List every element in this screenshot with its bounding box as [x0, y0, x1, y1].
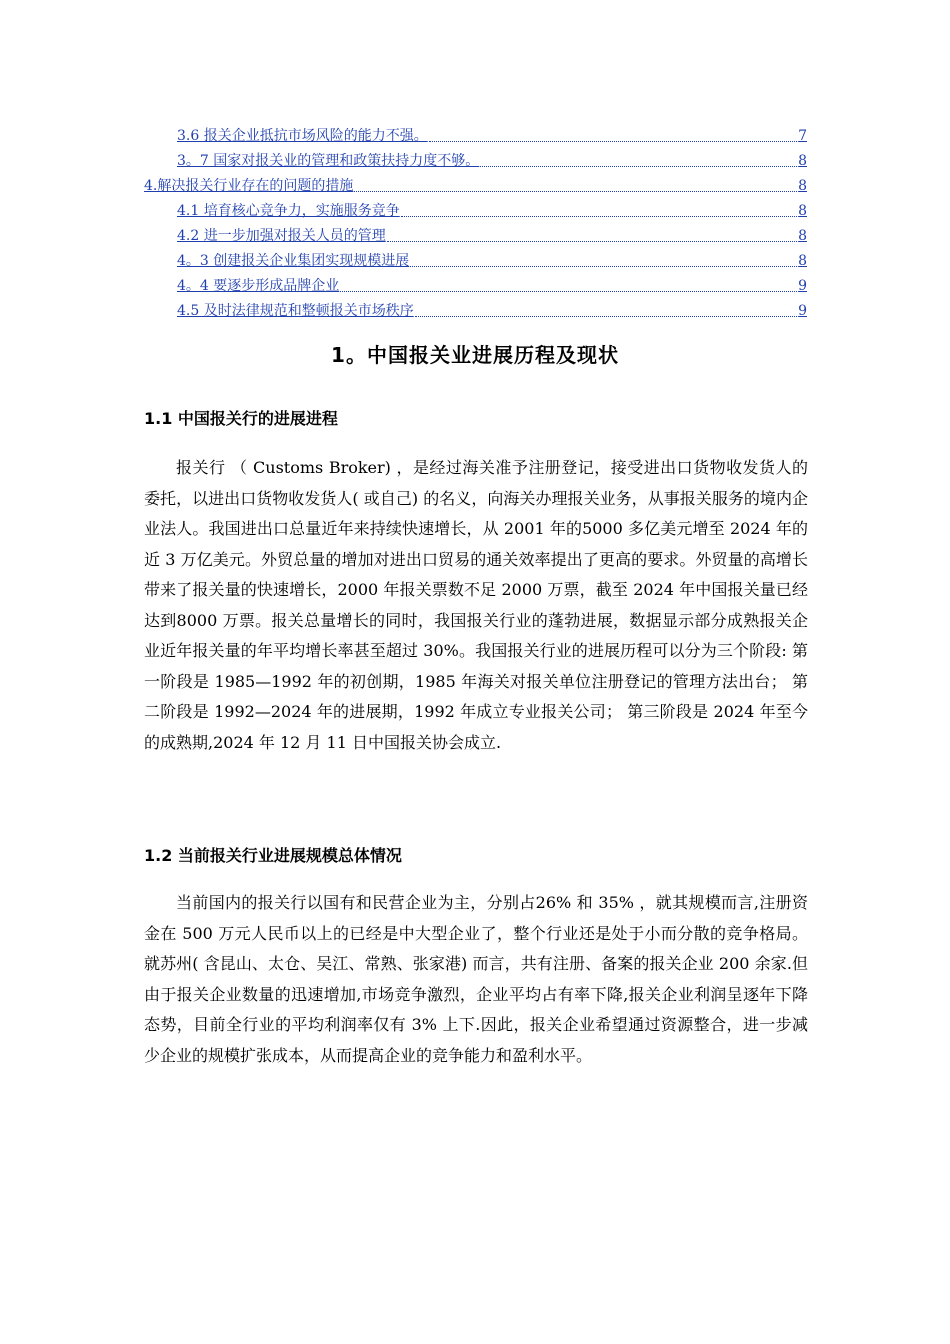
toc-leader-dots	[480, 162, 797, 167]
subsection-heading: 1.2 当前报关行业进展规模总体情况	[144, 846, 402, 865]
toc-entry-page: 8	[798, 178, 807, 194]
toc-entry[interactable]	[177, 150, 807, 170]
toc-leader-dots	[415, 312, 797, 317]
toc-entry-page: 9	[798, 278, 807, 294]
toc-entry-label: 3.6 报关企业抵抗市场风险的能力不强。	[177, 128, 428, 144]
toc-entry[interactable]	[177, 300, 807, 320]
toc-entry-page: 8	[798, 153, 807, 169]
toc-entry-page: 9	[798, 303, 807, 319]
toc-entry[interactable]	[177, 225, 807, 245]
toc-leader-dots	[401, 212, 797, 217]
toc-entry-page: 8	[798, 253, 807, 269]
toc-leader-dots	[429, 137, 797, 142]
toc-entry-page: 8	[798, 228, 807, 244]
toc-entry-label: 4.解决报关行业存在的问题的措施	[144, 178, 354, 194]
toc-entry[interactable]	[177, 125, 807, 145]
toc-entry-label: 4。4 要逐步形成品牌企业	[177, 278, 340, 294]
toc-leader-dots	[387, 237, 797, 242]
toc-entry[interactable]	[177, 200, 807, 220]
toc-entry[interactable]	[144, 175, 807, 195]
section-title: 1。中国报关业进展历程及现状	[331, 343, 619, 367]
toc-leader-dots	[354, 187, 797, 192]
toc-entry-label: 4.5 及时法律规范和整顿报关市场秩序	[177, 303, 414, 319]
toc-entry-label: 4。3 创建报关企业集团实现规模进展	[177, 253, 410, 269]
toc-entry[interactable]	[177, 250, 807, 270]
toc-leader-dots	[410, 262, 797, 267]
body-paragraph: 当前国内的报关行以国有和民营企业为主，分别占26% 和 35% ，就其规模而言,注册资金在 500 万元人民币以上的已经是中大型企业了，整个行业还是处于小而分散的竞争格局。就苏州( 含昆山、太仓、吴江、常熟、张家港) 而言，共有注册、备案的报关企业 200 余家.但由于报关企业数量的迅速增加,市场竞争激烈，企业平均占有率下降,报关企业利润呈逐年下降态势，目前全行业的平均利润率仅有 3% 上下.因此，报关企业希望通过资源整合，进一步减少企业的规模扩张成本，从而提高企业的竞争能力和盈利水平。	[144, 893, 808, 1065]
subsection-heading: 1.1 中国报关行的进展进程	[144, 409, 338, 428]
toc-entry-label: 3。7 国家对报关业的管理和政策扶持力度不够。	[177, 153, 480, 169]
toc-entry-label: 4.1 培育核心竞争力，实施服务竞争	[177, 203, 400, 219]
body-paragraph: 报关行 （ Customs Broker) ，是经过海关准予注册登记，接受进出口货物收发货人的委托，以进出口货物收发货人( 或自己) 的名义，向海关办理报关业务，从事报关服务的境内企业法人。我国进出口总量近年来持续快速增长，从 2001 年的5000 多亿美元增至 2024 年的近 3 万亿美元。外贸总量的增加对进出口贸易的通关效率提出了更高的要求。外贸量的高增长带来了报关量的快速增长，2000 年报关票数不足 2000 万票，截至 2024 年中国报关量已经达到8000 万票。报关总量增长的同时，我国报关行业的蓬勃进展，数据显示部分成熟报关企业近年报关量的年平均增长率甚至超过 30%。我国报关行业的进展历程可以分为三个阶段: 第一阶段是 1985—1992 年的初创期，1985 年海关对报关单位注册登记的管理方法出台； 第二阶段是 1992—2024 年的进展期，1992 年成立专业报关公司； 第三阶段是 2024 年至今的成熟期,2024 年 12 月 11 日中国报关协会成立.	[144, 458, 808, 752]
toc-entry[interactable]	[177, 275, 807, 295]
toc-entry-label: 4.2 进一步加强对报关人员的管理	[177, 228, 386, 244]
toc-entry-page: 8	[798, 203, 807, 219]
toc-leader-dots	[340, 287, 797, 292]
toc-entry-page: 7	[798, 128, 807, 144]
